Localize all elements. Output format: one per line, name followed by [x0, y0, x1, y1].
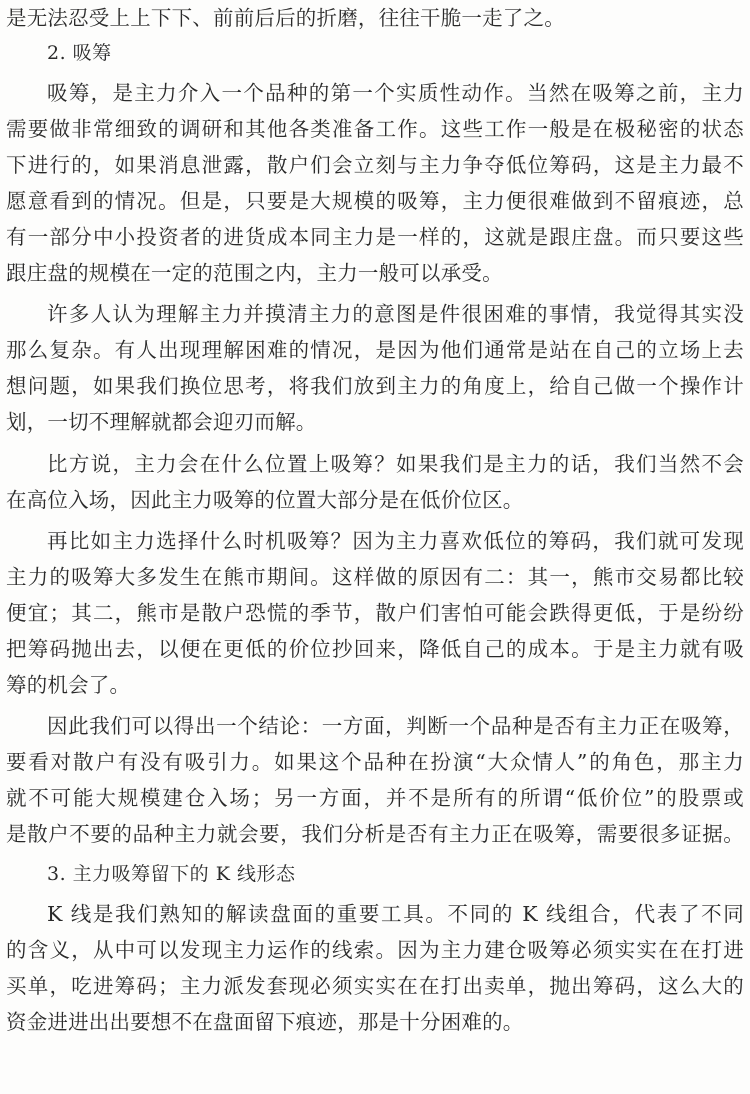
text-line: 再比如主力选择什么时机吸筹？因为主力喜欢低位的筹码，我们就可发现 [47, 529, 744, 553]
text-line: 因此我们可以得出一个结论：一方面，判断一个品种是否有主力正在吸筹， [47, 714, 744, 738]
text-line: 是无法忍受上上下下、前前后后的折磨，往往干脆一走了之。 [6, 6, 565, 30]
section-heading: 2. 吸筹 [47, 42, 112, 64]
text-line: 想问题，如果我们换位思考，将我们放到主力的角度上，给自己做一个操作计 [6, 374, 744, 398]
text-line: 便宜；其二，熊市是散户恐慌的季节，散户们害怕可能会跌得更低，于是纷纷 [6, 601, 744, 625]
text-line: 主力的吸筹大多发生在熊市期间。这样做的原因有二：其一，熊市交易都比较 [6, 565, 744, 589]
text-line: 资金进进出出要想不在盘面留下痕迹，那是十分困难的。 [6, 1010, 524, 1034]
text-line: 就不可能大规模建仓入场；另一方面，并不是所有的所谓“低价位”的股票或 [6, 786, 744, 810]
text-line: 要看对散户有没有吸引力。如果这个品种在扮演“大众情人”的角色，那主力 [6, 750, 744, 774]
text-line: 把筹码抛出去，以便在更低的价位抄回来，降低自己的成本。于是主力就有吸 [6, 637, 744, 661]
text-line: 许多人认为理解主力并摸清主力的意图是件很困难的事情，我觉得其实没 [47, 302, 744, 326]
text-line: 划，一切不理解就都会迎刃而解。 [6, 410, 317, 434]
text-line: 比方说，主力会在什么位置上吸筹？如果我们是主力的话，我们当然不会 [47, 452, 744, 476]
text-line: 在高位入场，因此主力吸筹的位置大部分是在低价位区。 [6, 488, 524, 512]
text-line: 的含义，从中可以发现主力运作的线索。因为主力建仓吸筹必须实实在在打进 [6, 938, 744, 962]
text-line: 需要做非常细致的调研和其他各类准备工作。这些工作一般是在极秘密的状态 [6, 117, 744, 141]
text-line: 有一部分中小投资者的进货成本同主力是一样的，这就是跟庄盘。而只要这些 [6, 225, 744, 249]
section-heading: 3. 主力吸筹留下的 K 线形态 [47, 863, 296, 885]
text-line: 是散户不要的品种主力就会要，我们分析是否有主力正在吸筹，需要很多证据。 [6, 822, 744, 846]
text-line: 愿意看到的情况。但是，只要是大规模的吸筹，主力便很难做到不留痕迹，总 [6, 189, 744, 213]
text-line: 吸筹，是主力介入一个品种的第一个实质性动作。当然在吸筹之前，主力 [47, 81, 744, 105]
text-line: K 线是我们熟知的解读盘面的重要工具。不同的 K 线组合，代表了不同 [47, 902, 744, 926]
text-line: 跟庄盘的规模在一定的范围之内，主力一般可以承受。 [6, 261, 503, 285]
text-line: 买单，吃进筹码；主力派发套现必须实实在在打出卖单，抛出筹码，这么大的 [6, 974, 744, 998]
text-line: 那么复杂。有人出现理解困难的情况，是因为他们通常是站在自己的立场上去 [6, 338, 744, 362]
text-line: 下进行的，如果消息泄露，散户们会立刻与主力争夺低位筹码，这是主力最不 [6, 153, 744, 177]
text-line: 筹的机会了。 [6, 673, 131, 697]
